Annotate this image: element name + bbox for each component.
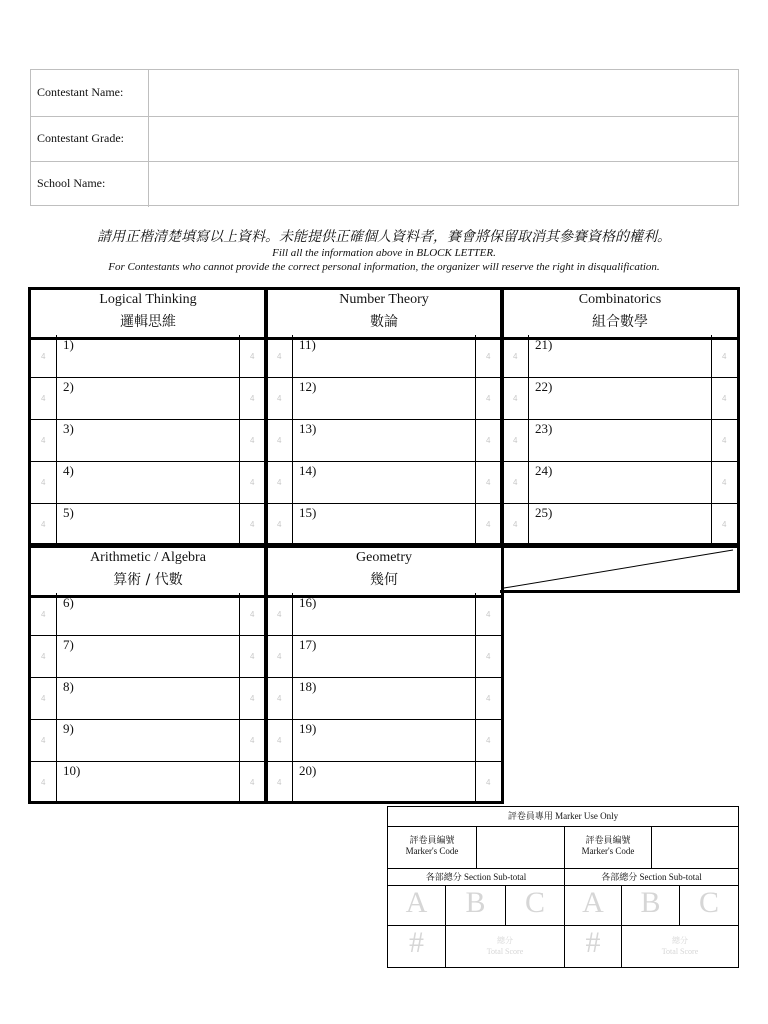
question-row: [267, 635, 501, 678]
cell-mark: 4: [277, 694, 282, 703]
question-row: [503, 461, 737, 504]
question-number: 16): [299, 595, 317, 610]
abc-row: [388, 886, 738, 926]
cell-mark: 4: [250, 652, 255, 661]
cell-mark: 4: [513, 478, 518, 487]
marker-title-en: Marker Use Only: [555, 811, 619, 821]
subtotal-a-1[interactable]: A: [388, 886, 446, 925]
question-marker-left: [31, 593, 57, 635]
answer-field[interactable]: [529, 377, 711, 419]
section-combinatorics: [500, 287, 740, 546]
school-name-label: School Name:: [37, 176, 106, 191]
question-number: 11): [299, 337, 316, 352]
answer-field[interactable]: [293, 677, 475, 719]
cell-mark: 4: [250, 352, 255, 361]
cell-mark: 4: [722, 520, 727, 529]
empty-diagonal-cell: [500, 545, 740, 593]
answer-field[interactable]: [57, 593, 239, 635]
question-marker-right: [475, 761, 501, 803]
cell-mark: 4: [513, 394, 518, 403]
answer-field[interactable]: [57, 377, 239, 419]
section-arithmetic-algebra: [28, 545, 268, 804]
cell-mark: 4: [250, 778, 255, 787]
answer-field[interactable]: [293, 593, 475, 635]
section-title-en: Geometry: [356, 550, 412, 565]
question-marker-left: [31, 377, 57, 419]
question-row: [31, 677, 265, 720]
question-marker-right: [711, 461, 737, 503]
total-row: [388, 926, 738, 967]
answer-field[interactable]: [293, 719, 475, 761]
question-marker-left: [503, 419, 529, 461]
question-row: [267, 593, 501, 636]
question-row: [267, 719, 501, 762]
question-number: 13): [299, 421, 317, 436]
cell-mark: 4: [250, 610, 255, 619]
cell-mark: 4: [41, 394, 46, 403]
question-marker-right: [711, 335, 737, 377]
cell-mark: 4: [486, 694, 491, 703]
question-marker-right: [239, 335, 265, 377]
question-marker-right: [239, 761, 265, 803]
question-marker-left: [31, 635, 57, 677]
question-marker-right: [239, 503, 265, 545]
cell-mark: 4: [41, 436, 46, 445]
cell-mark: 4: [513, 436, 518, 445]
cell-mark: 4: [486, 610, 491, 619]
answer-field[interactable]: [293, 461, 475, 503]
question-marker-right: [239, 677, 265, 719]
chinese-notice: 請用正楷清楚填寫以上資料。未能提供正確個人資料者，賽會將保留取消其參賽資格的權利。: [97, 229, 671, 245]
cell-mark: 4: [277, 478, 282, 487]
section-header: [31, 550, 265, 598]
subtotal-c-2[interactable]: C: [698, 886, 719, 919]
school-name-field[interactable]: [149, 161, 738, 207]
total-en-2: Total Score: [661, 947, 699, 956]
answer-field[interactable]: [293, 419, 475, 461]
question-row: [267, 335, 501, 378]
subtotal-zh-2: 各部總分: [601, 873, 638, 883]
answer-field[interactable]: [57, 335, 239, 377]
section-header: [267, 550, 501, 598]
question-marker-right: [239, 461, 265, 503]
cell-mark: 4: [250, 736, 255, 745]
answer-field[interactable]: [293, 761, 475, 803]
question-marker-right: [475, 503, 501, 545]
subtotal-header-2: [565, 869, 738, 885]
subtotal-b-1[interactable]: B: [446, 886, 506, 925]
question-marker-right: [239, 635, 265, 677]
contestant-info-table: [30, 69, 739, 206]
marker-code-label-1: [388, 827, 477, 868]
cell-mark: 4: [486, 436, 491, 445]
question-row: [31, 461, 265, 504]
answer-field[interactable]: [529, 419, 711, 461]
cell-mark: 4: [722, 352, 727, 361]
question-marker-right: [475, 593, 501, 635]
section-number-theory: [264, 287, 504, 546]
contestant-grade-label: Contestant Grade:: [37, 130, 124, 145]
cell-mark: 4: [486, 478, 491, 487]
total-zh-2: 總分: [672, 936, 688, 945]
question-number: 12): [299, 379, 317, 394]
diagonal-line: [500, 548, 737, 590]
question-number: 14): [299, 463, 317, 478]
question-row: [267, 419, 501, 462]
block-letter-notice: Fill all the information above in BLOCK LETTER.: [272, 247, 496, 259]
question-marker-right: [239, 377, 265, 419]
marker-code-label-2: [565, 827, 652, 868]
answer-field[interactable]: [57, 419, 239, 461]
question-row: [31, 761, 265, 803]
subtotal-zh-1: 各部總分: [425, 873, 462, 883]
subtotal-header-1: [388, 869, 565, 885]
question-number: 2): [63, 379, 74, 394]
question-marker-right: [711, 419, 737, 461]
cell-mark: 4: [41, 352, 46, 361]
question-row: [267, 377, 501, 420]
subtotal-c-1[interactable]: C: [506, 886, 565, 925]
question-row: [31, 719, 265, 762]
grade-row: [31, 116, 738, 163]
cell-mark: 4: [41, 610, 46, 619]
cell-mark: 4: [277, 520, 282, 529]
question-number: 15): [299, 505, 317, 520]
question-marker-right: [475, 461, 501, 503]
cell-mark: 4: [486, 520, 491, 529]
question-row: [267, 677, 501, 720]
question-marker-left: [267, 677, 293, 719]
cell-mark: 4: [250, 478, 255, 487]
question-marker-left: [267, 719, 293, 761]
question-number: 17): [299, 637, 317, 652]
question-number: 20): [299, 763, 317, 778]
question-marker-right: [475, 377, 501, 419]
question-marker-left: [31, 719, 57, 761]
marker-code-zh-1: 評卷員編號: [409, 836, 455, 846]
question-marker-left: [267, 635, 293, 677]
cell-mark: 4: [486, 736, 491, 745]
answer-field[interactable]: [293, 335, 475, 377]
question-row: [503, 503, 737, 545]
section-geometry: [264, 545, 504, 804]
section-title-en: Number Theory: [339, 292, 429, 307]
marker-code-field-1[interactable]: [477, 827, 565, 868]
cell-mark: 4: [722, 436, 727, 445]
section-title-zh: 數論: [370, 314, 398, 330]
cell-mark: 4: [41, 478, 46, 487]
question-marker-left: [267, 593, 293, 635]
cell-mark: 4: [250, 520, 255, 529]
answer-field[interactable]: [57, 503, 239, 545]
cell-mark: 4: [250, 436, 255, 445]
cell-mark: 4: [250, 394, 255, 403]
question-marker-left: [31, 761, 57, 803]
question-number: 6): [63, 595, 74, 610]
hash-cell-1[interactable]: #: [388, 926, 446, 967]
marker-code-en-2: Marker's Code: [581, 846, 635, 856]
school-row: [31, 161, 738, 207]
cell-mark: 4: [486, 352, 491, 361]
question-row: [31, 335, 265, 378]
question-number: 10): [63, 763, 81, 778]
answer-field[interactable]: [293, 503, 475, 545]
cell-mark: 4: [486, 778, 491, 787]
cell-mark: 4: [277, 394, 282, 403]
cell-mark: 4: [486, 652, 491, 661]
question-marker-left: [31, 677, 57, 719]
marker-box: [387, 806, 739, 968]
question-number: 21): [535, 337, 553, 352]
answer-field[interactable]: [57, 461, 239, 503]
answer-field[interactable]: [529, 335, 711, 377]
question-row: [503, 335, 737, 378]
marker-code-row: [388, 827, 738, 869]
cell-mark: 4: [722, 394, 727, 403]
subtotal-a-2[interactable]: A: [565, 886, 622, 925]
cell-mark: 4: [722, 478, 727, 487]
question-marker-left: [503, 461, 529, 503]
question-marker-left: [503, 335, 529, 377]
cell-mark: 4: [277, 778, 282, 787]
question-marker-right: [475, 635, 501, 677]
marker-code-zh-2: 評卷員編號: [585, 836, 631, 846]
question-marker-right: [475, 719, 501, 761]
section-header: [31, 292, 265, 340]
marker-code-field-2[interactable]: [652, 827, 738, 868]
question-row: [31, 635, 265, 678]
section-title-en: Combinatorics: [578, 292, 662, 307]
cell-mark: 4: [41, 694, 46, 703]
answer-field[interactable]: [57, 677, 239, 719]
cell-mark: 4: [277, 736, 282, 745]
contestant-name-field[interactable]: [149, 70, 738, 116]
question-marker-left: [31, 503, 57, 545]
cell-mark: 4: [277, 652, 282, 661]
question-row: [31, 377, 265, 420]
subtotal-en-1: Section Sub-total: [464, 872, 527, 882]
question-marker-left: [503, 503, 529, 545]
section-header: [267, 292, 501, 340]
marker-code-en-1: Marker's Code: [405, 846, 459, 856]
contestant-name-label: Contestant Name:: [37, 85, 124, 100]
question-marker-left: [267, 419, 293, 461]
question-row: [267, 461, 501, 504]
question-number: 25): [535, 505, 553, 520]
question-marker-left: [267, 461, 293, 503]
question-number: 22): [535, 379, 553, 394]
question-marker-left: [503, 377, 529, 419]
question-marker-right: [711, 503, 737, 545]
question-marker-left: [267, 377, 293, 419]
contestant-grade-field[interactable]: [149, 116, 738, 162]
question-row: [31, 419, 265, 462]
answer-field[interactable]: [57, 635, 239, 677]
question-number: 9): [63, 721, 74, 736]
question-marker-left: [31, 335, 57, 377]
name-row: [31, 70, 738, 117]
question-marker-left: [267, 761, 293, 803]
question-number: 19): [299, 721, 317, 736]
answer-field[interactable]: [293, 635, 475, 677]
question-row: [31, 593, 265, 636]
cell-mark: 4: [513, 520, 518, 529]
section-title-zh: 邏輯思維: [120, 314, 176, 330]
cell-mark: 4: [41, 778, 46, 787]
cell-mark: 4: [513, 352, 518, 361]
section-logical-thinking: [28, 287, 268, 546]
cell-mark: 4: [41, 520, 46, 529]
answer-field[interactable]: [293, 377, 475, 419]
total-en-1: Total Score: [486, 947, 524, 956]
cell-mark: 4: [41, 652, 46, 661]
cell-mark: 4: [250, 694, 255, 703]
section-header: [503, 292, 737, 340]
question-marker-left: [267, 335, 293, 377]
question-marker-right: [475, 335, 501, 377]
question-marker-right: [711, 377, 737, 419]
section-title-zh: 幾何: [370, 572, 398, 588]
cell-mark: 4: [277, 610, 282, 619]
question-row: [267, 503, 501, 545]
question-number: 1): [63, 337, 74, 352]
question-marker-right: [239, 593, 265, 635]
question-number: 18): [299, 679, 317, 694]
question-row: [31, 503, 265, 545]
answer-field[interactable]: [529, 503, 711, 545]
total-zh-1: 總分: [497, 936, 513, 945]
section-title-zh: 算術 / 代數: [113, 572, 183, 588]
question-row: [503, 419, 737, 462]
question-number: 24): [535, 463, 553, 478]
question-marker-right: [475, 419, 501, 461]
question-marker-left: [31, 419, 57, 461]
cell-mark: 4: [41, 736, 46, 745]
question-marker-left: [267, 503, 293, 545]
total-score-cell-2[interactable]: [622, 926, 738, 967]
marker-title-zh: 評卷員專用: [507, 812, 553, 822]
question-number: 8): [63, 679, 74, 694]
cell-mark: 4: [277, 352, 282, 361]
question-number: 23): [535, 421, 553, 436]
disqualification-notice: For Contestants who cannot provide the correct personal information, the organizer will reserve the right in disqualification.: [108, 261, 660, 273]
question-number: 4): [63, 463, 74, 478]
question-row: [267, 761, 501, 803]
question-number: 5): [63, 505, 74, 520]
subtotal-en-2: Section Sub-total: [639, 872, 702, 882]
question-marker-right: [239, 419, 265, 461]
marker-title: [388, 807, 738, 827]
section-title-en: Arithmetic / Algebra: [90, 550, 206, 565]
question-marker-left: [31, 461, 57, 503]
subtotal-b-2[interactable]: B: [622, 886, 680, 925]
cell-mark: 4: [277, 436, 282, 445]
answer-field[interactable]: [57, 719, 239, 761]
answer-field[interactable]: [529, 461, 711, 503]
cell-mark: 4: [486, 394, 491, 403]
section-title-zh: 組合數學: [592, 314, 648, 330]
section-title-en: Logical Thinking: [99, 292, 197, 307]
question-marker-right: [475, 677, 501, 719]
total-score-cell-1[interactable]: [446, 926, 565, 967]
question-marker-right: [239, 719, 265, 761]
subtotal-header-row: [388, 869, 738, 886]
question-number: 3): [63, 421, 74, 436]
hash-cell-2[interactable]: #: [565, 926, 622, 967]
answer-field[interactable]: [57, 761, 239, 803]
question-row: [503, 377, 737, 420]
question-number: 7): [63, 637, 74, 652]
